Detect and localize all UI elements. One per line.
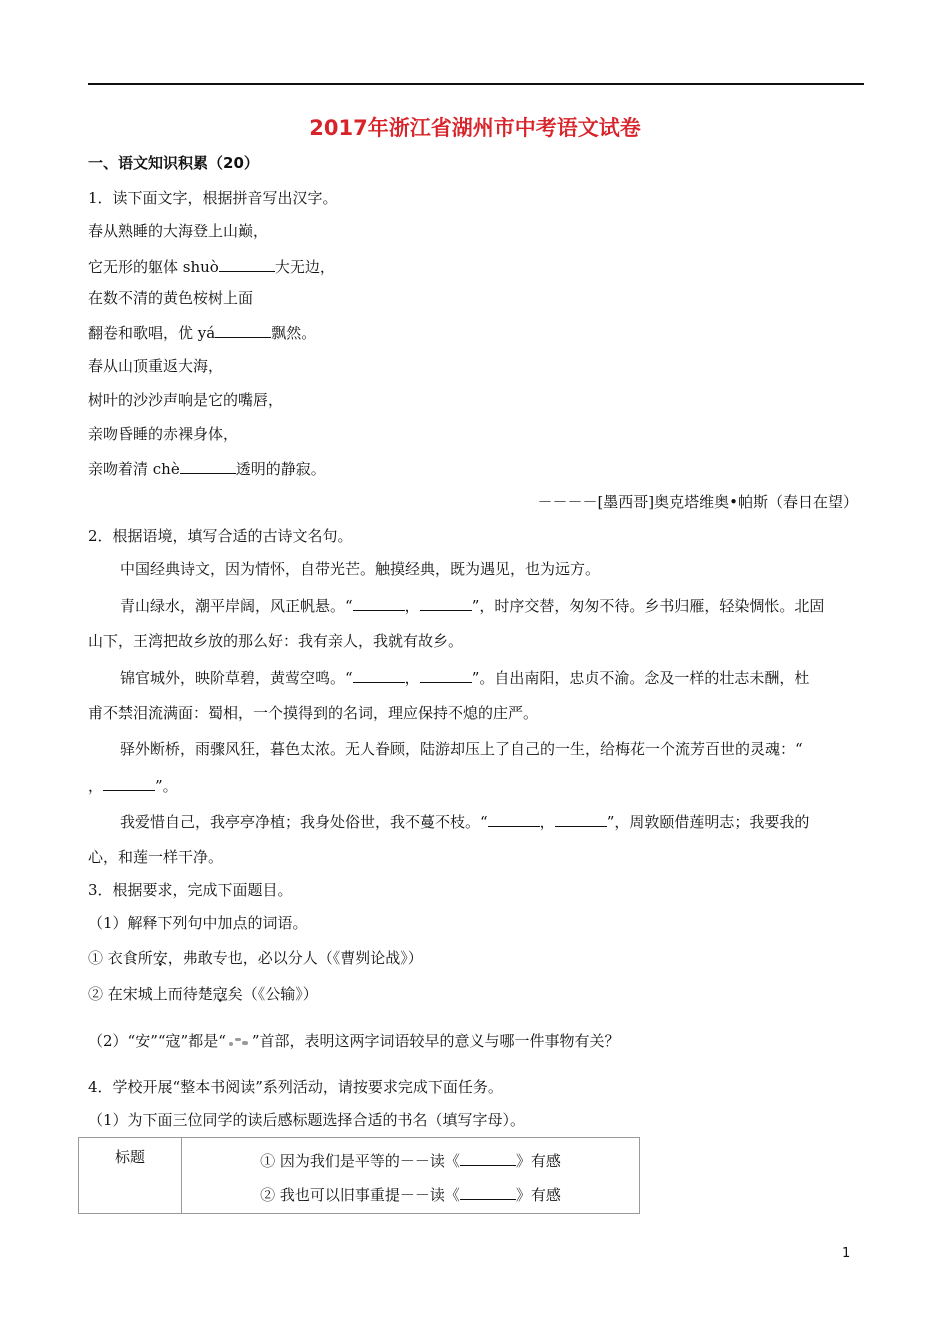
text: ”，时序交替，匆匆不待。乡书归雁，轻染惆怅。北固 xyxy=(471,597,825,615)
text: 飘然。 xyxy=(271,324,317,342)
answer-blank[interactable] xyxy=(353,594,405,611)
text: ”首部，表明这两字词语较早的意义与哪一件事物有关？ xyxy=(251,1032,620,1050)
poem-line-8 xyxy=(88,457,326,480)
poem-line-1: 春从熟睡的大海登上山巅， xyxy=(88,222,269,240)
text: 透明的静寂。 xyxy=(235,460,326,478)
header-rule xyxy=(88,83,864,85)
poem-line-4 xyxy=(88,321,316,344)
table-row xyxy=(183,1144,638,1178)
text: 青山绿水，潮平岸阔，风正帆悬。“ xyxy=(120,597,353,615)
text: ”，周敦颐借莲明志；我要我的 xyxy=(606,813,810,831)
text: ② 我也可以旧事重提－－读《 xyxy=(260,1186,460,1204)
q1-stem: 1．读下面文字，根据拼音写出汉字。 xyxy=(88,189,338,207)
text: ”。自出南阳，忠贞不渝。念及一样的壮志未酬，杜 xyxy=(471,669,810,687)
poem-line-3: 在数不清的黄色桉树上面 xyxy=(88,289,254,307)
answer-blank[interactable] xyxy=(488,810,540,827)
section-heading: 一、语文知识积累（20） xyxy=(88,154,259,172)
answer-blank[interactable] xyxy=(353,666,405,683)
q2-para-c-cont: 甫不禁泪流满面：蜀相，一个摸得到的名词，理应保持不熄的庄严。 xyxy=(88,704,539,722)
page-number: 1 xyxy=(842,1246,851,1261)
title-table xyxy=(78,1137,640,1214)
q2-para-e-cont: 心，和莲一样干净。 xyxy=(88,848,224,866)
poem-line-7: 亲吻昏睡的赤裸身体， xyxy=(88,425,239,443)
poem-source: －－－－[墨西哥]奥克塔维奥•帕斯（春日在望） xyxy=(537,493,858,511)
dotted-word: 寇 xyxy=(212,985,228,1003)
q3-sub1: （1）解释下列句中加点的词语。 xyxy=(88,914,308,932)
text: ，弗敢专也，必以分人（《曹刿论战》） xyxy=(167,949,423,967)
answer-blank[interactable] xyxy=(420,594,472,611)
text: ， xyxy=(539,813,555,831)
text: ， xyxy=(404,669,420,687)
text: （2）“安”“寇”都是“ xyxy=(88,1032,226,1050)
text: 翻卷和歌唱，优 yá xyxy=(88,324,216,342)
poem-line-5: 春从山顶重返大海， xyxy=(88,357,224,375)
q2-para-b xyxy=(120,594,824,617)
poem-line-6: 树叶的沙沙声响是它的嘴唇， xyxy=(88,391,284,409)
q2-para-d-cont xyxy=(88,774,178,797)
page-title: 2017年浙江省湖州市中考语文试卷 xyxy=(309,116,641,140)
text: ， xyxy=(404,597,420,615)
text: 它无形的躯体 shuò xyxy=(88,258,219,276)
q4-sub1: （1）为下面三位同学的读后感标题选择合适的书名（填写字母）。 xyxy=(88,1111,526,1129)
text: 锦官城外，映阶草碧，黄莺空鸣。“ xyxy=(120,669,353,687)
q3-stem: 3．根据要求，完成下面题目。 xyxy=(88,881,293,899)
q2-para-b-cont: 山下，王湾把故乡放的那么好：我有亲人，我就有故乡。 xyxy=(88,632,464,650)
q2-para-e xyxy=(120,810,809,833)
answer-blank[interactable] xyxy=(460,1183,516,1200)
table-content xyxy=(182,1138,640,1214)
q2-stem: 2．根据语境，填写合适的古诗文名句。 xyxy=(88,527,353,545)
text: 》有感 xyxy=(515,1152,561,1170)
answer-blank[interactable] xyxy=(555,810,607,827)
answer-blank[interactable] xyxy=(180,457,236,474)
text: ”。 xyxy=(155,777,178,795)
q3-item-2 xyxy=(88,983,318,1005)
radical-image-icon xyxy=(226,1035,252,1049)
text: 大无边， xyxy=(274,258,335,276)
text: ② 在宋城上而待楚 xyxy=(88,985,213,1003)
text: 亲吻着清 chè xyxy=(88,460,180,478)
table-row xyxy=(183,1178,638,1212)
text: 矣（《公输》） xyxy=(227,985,318,1003)
answer-blank[interactable] xyxy=(420,666,472,683)
q2-para-c xyxy=(120,666,809,689)
text: ① 因为我们是平等的－－读《 xyxy=(260,1152,460,1170)
q3-item-1 xyxy=(88,947,423,969)
answer-blank[interactable] xyxy=(460,1149,516,1166)
q2-para-a: 中国经典诗文，因为情怀，自带光芒。触摸经典，既为遇见，也为远方。 xyxy=(120,560,601,578)
table-label: 标题 xyxy=(79,1138,182,1214)
answer-blank[interactable] xyxy=(219,255,275,272)
q2-para-d: 驿外断桥，雨骤风狂，暮色太浓。无人眷顾，陆游却压上了自己的一生，给梅花一个流芳百世的灵魂：“ xyxy=(120,740,803,758)
q4-stem: 4．学校开展“整本书阅读”系列活动，请按要求完成下面任务。 xyxy=(88,1078,503,1096)
text: ① 衣食所 xyxy=(88,949,153,967)
text: ， xyxy=(88,777,104,795)
answer-blank[interactable] xyxy=(103,774,155,791)
text: 》有感 xyxy=(515,1186,561,1204)
dotted-word: 安 xyxy=(152,949,168,967)
q3-sub2 xyxy=(88,1030,620,1052)
poem-line-2 xyxy=(88,255,335,278)
text: 我爱惜自己，我亭亭净植；我身处俗世，我不蔓不枝。“ xyxy=(120,813,488,831)
answer-blank[interactable] xyxy=(215,321,271,338)
